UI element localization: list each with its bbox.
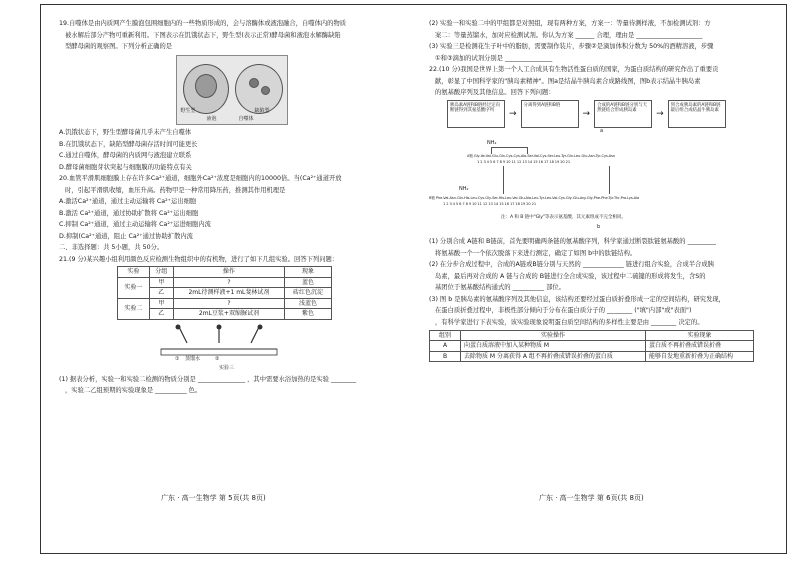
section-2-heading: 二、非选择题：共 5小题，共 50分。	[59, 244, 164, 252]
insulin-sequence-figure	[429, 138, 774, 233]
experiment-3-figure	[159, 323, 279, 365]
answer-blank[interactable]: _____________	[582, 261, 624, 269]
q20-option-b: B.激活 Ca²⁺通道，通过协助扩散将 Ca²⁺运出细胞	[59, 209, 199, 217]
arrow-right-icon: →	[656, 109, 664, 120]
q22-q2-text-b: 链进行组合实验，合成半合成胰	[625, 261, 714, 269]
yeast-figure	[176, 55, 288, 125]
group-cell: 甲	[149, 298, 173, 308]
q22-stem-1: 22.(10 分)我国是世界上第一个人工合成具有生物活性蛋白质的国家，为蛋白质结构的研究作出了重要贡	[429, 66, 719, 74]
q21-q1-line2	[59, 386, 404, 396]
vacuole-image	[195, 74, 217, 98]
dropper-3	[251, 327, 259, 343]
table-header: 分组	[149, 267, 173, 277]
q20-option-c: C.抑制 Ca²⁺通道，通过主动运输将 Ca²⁺运进细胞内流	[59, 221, 211, 229]
q20-stem-2: 时，引起平滑肌收缩，血压升高。药物甲是一种常用降压药，推测其作用机理是	[65, 186, 286, 194]
interchain-bond	[503, 166, 504, 194]
table-header-row	[118, 267, 332, 277]
autophagosome-label: 自噬体	[238, 116, 254, 122]
group-cell: 乙	[149, 288, 173, 298]
q21-q2-text-b: 案二：等量蒸馏水，加对应检测试剂。你认为方案	[435, 31, 574, 39]
q22-q2-line1	[429, 260, 774, 270]
answer-blank[interactable]: __________	[512, 284, 545, 292]
op-cell: 2mL豆浆+双缩脲试剂	[173, 309, 284, 319]
q19-stem-2: 被水解后部分产物可重新利用。下图表示在饥饿状态下，野生型(表示正常)酵母菌和液泡水解酶缺陷	[65, 31, 341, 39]
slide-box	[161, 349, 277, 355]
q19-option-a: A.饥饿状态下，野生型酵母菌几乎未产生自噬体	[59, 129, 192, 136]
answer-blank[interactable]: ______	[575, 31, 595, 39]
right-page	[429, 19, 774, 362]
q21-q3-text-b: ①和③滴加的试剂分别是	[435, 54, 503, 62]
q22-q2-text-a: (2) 在分步合成过程中，合成的A链或B链分别与天然的	[429, 261, 581, 269]
q19-option-c: C.通过自噬体，酵母菌的内质网与液泡建立联系	[59, 152, 192, 160]
fig-mark-1: ①	[175, 355, 180, 362]
table-header: 现象	[285, 267, 332, 277]
q22-q2-line3	[429, 283, 774, 293]
disulfide-bridge	[491, 147, 527, 148]
group-cell: 甲	[149, 277, 173, 287]
flow-step-4: 到合成胰岛素的A链和B链最后组合成结晶牛胰岛素	[668, 100, 726, 128]
disulfide-bond	[527, 147, 528, 154]
table-row	[118, 288, 332, 298]
q22-q3-line2	[429, 306, 774, 316]
vacuole-label: 液泡	[206, 116, 217, 122]
q20-stem-1: 20.血管平滑肌细胞膜上存在许多Ca²⁺通道，细胞外Ca²⁺浓度是细胞内的10000倍。当(Ca²⁺通道开放	[59, 175, 342, 183]
result-cell: 能够自发地重新折叠为正确结构	[646, 351, 754, 361]
q22-stem-2: 献，彰显了中国科学家的"胰岛素精神"。图a是结晶牛胰岛素合成路线图，图b表示结晶牛胰岛素	[435, 77, 701, 85]
q22-q3-text-d: ，有科学家进行下表实验，该实验现象说明蛋白质空间结构的多样性主要是由	[435, 318, 650, 326]
mutant-cell-image	[235, 64, 283, 114]
op-cell: ?	[173, 277, 284, 287]
table-row	[118, 309, 332, 319]
synthesis-flowchart	[447, 100, 774, 128]
answer-blank[interactable]: _______________	[504, 54, 553, 62]
answer-blank[interactable]: ________	[331, 375, 357, 383]
result-cell: 砖红色沉淀	[285, 288, 332, 298]
q19-option-b: B.在饥饿状态下，缺陷型酵母菌存活时间可能更长	[59, 140, 198, 148]
nh2-group-label-b: NH₂	[459, 186, 469, 193]
fig-vessel-label: 蒸馏水	[185, 355, 201, 362]
left-footer: 广东 · 高一生物学 第 5页(共 8页)	[161, 494, 266, 502]
flow-step-2: 分离得到A链和B链	[521, 100, 579, 128]
q21-q3-line2	[429, 54, 774, 64]
table-header: 组别	[430, 330, 461, 340]
q21-q1-text-c: ，实验二乙组预期的实验现象是	[65, 387, 154, 395]
q19-stem-3: 型酵母菌的观察图。下列分析正确的是	[65, 43, 173, 51]
answer-blank[interactable]: _____________________	[636, 31, 703, 39]
q20-option-d: D.抑制(Ca²⁺通道，阻止 Ca²⁺通过协助扩散内流	[59, 232, 193, 240]
q22-q3-text-b: 在蛋白质折叠过程中，非极性部分倾向于分布在蛋白质分子的	[435, 307, 606, 315]
exp1-cell: 实验一	[118, 277, 150, 298]
table-header-row	[430, 330, 754, 340]
table-header: 实验	[118, 267, 150, 277]
chain-a-sequence: A链 Gly-Ile-Val-Glu-Gln-Cys-Cys-Ala-Ser-Val-Cys-Ser-Leu-Tyr-Gln-Leu-Glu-Asn-Tyr-Cys-Asn	[467, 154, 616, 159]
q19-option-d: D.酵母菌细胞芽状突起与细胞膜的功能特点有关	[59, 163, 192, 171]
result-cell: 蓝色	[285, 277, 332, 287]
q22-q3-line3	[429, 318, 774, 328]
op-cell: 去除物质 M 分离获得 A 组不再折叠成错误折叠的蛋白质	[461, 351, 646, 361]
q22-q3-text-e: 决定的。	[678, 318, 704, 326]
q21-q1-text-d: 色。	[188, 387, 202, 395]
interchain-bond	[609, 166, 610, 194]
q22-q3-text-c: ("填"内部"或"表面")	[634, 307, 692, 315]
q22-q3-line1: (3) 图 b 是胰岛素的氨基酸序列及其他信息，该结构还要经过蛋白质折叠形成一定的空间结构，研究发现，	[429, 295, 725, 303]
autophagosome-image-2	[261, 86, 270, 95]
q20-option-a: A.激活Ca²⁺通道，通过主动运输将 Ca²⁺运出细胞	[59, 198, 197, 206]
q22-q1-text-a: (1) 分别合成 A链和 B链前，首先要明确两条链的氨基酸序列，科学家通过断裂肽链氨基酸的	[429, 238, 686, 246]
q21-stem: 21.(9 分)某兴趣小组利用颜色反应检测生物组织中的有机物，进行了如下几组实验。回答下列问题：	[59, 255, 339, 263]
result-cell: 紫色	[285, 309, 332, 319]
exam-sheet	[40, 4, 787, 554]
nh2-group-label: NH₂	[487, 140, 497, 147]
op-cell: 向蛋白质溶液中加入某种物质 M	[461, 341, 646, 351]
chain-b-sequence: B链 Phe-Val-Asn-Gln-His-Leu-Cys-Gly-Ser-His-Leu-Val-Glu-Ala-Leu-Tyr-Leu-Val-Cys-Gly-Glu-Arg-Gly-Phe-Phe-Tyr-Thr-Pro-Lys-Ala	[429, 196, 640, 201]
left-page	[59, 19, 404, 398]
q22-q2-line2: 岛素，最后再对合成的 A 链与合成的 B链进行全合成实验，该过程中二硫键的形成将发生，含S的	[435, 272, 706, 280]
answer-blank[interactable]: ________	[607, 307, 633, 315]
q22-q1-line2: 将氨基酸一个一个依次脱落下来进行测定，确定了如图 b中的肽链结构。	[435, 249, 637, 257]
chain-b-numbers: 1 2 3 4 5 6 7 8 9 10 11 12 13 14 15 16 17 18 19 20 21	[443, 202, 537, 207]
q21-q2-line2	[429, 31, 774, 41]
q22-q2-text-d: 基团位于氨基酸结构通式的	[435, 284, 511, 292]
fig-mark-2: ②	[215, 355, 220, 362]
figure-note: 注：A 和 B 链中"Gly"等表示氨基酸，其元素组成不完全相同。	[501, 215, 626, 221]
q21-q3-line1: (3) 实验三是检测花生子叶中的脂肪，需要制作装片，步骤②是滴加体积分数为 50%的酒精溶液，步骤	[429, 43, 714, 51]
group-cell: B	[430, 351, 461, 361]
mutant-label: 缺陷型	[254, 108, 270, 114]
q21-q2-line1: (2) 实验一和实验二中的甲组都是对照组，现有两种方案，方案一：等量待测样液，不加检测试剂：方	[429, 20, 711, 27]
q22-q1-line1	[429, 237, 774, 247]
chain-a-numbers: 1 2 3 4 5 6 7 8 9 10 11 12 13 14 15 16 17 18 19 20 21	[477, 160, 571, 165]
table-row	[430, 341, 754, 351]
q22-stem-3: 的氨基酸序列及其他信息。回答下列问题：	[435, 89, 555, 97]
arrow-right-icon: →	[582, 109, 591, 120]
disulfide-bond	[491, 147, 492, 154]
fig-caption: 实验三	[218, 364, 234, 371]
q21-q2-text-c: 合理，理由是	[596, 31, 635, 39]
table-row	[118, 298, 332, 308]
dropper-1	[179, 327, 187, 343]
group-cell: A	[430, 341, 461, 351]
answer-blank[interactable]: _______________	[197, 375, 246, 383]
dropper-bulb-2	[217, 324, 222, 329]
q21-q1-line1	[59, 375, 404, 385]
group-cell: 乙	[149, 309, 173, 319]
figure-a-label: a	[599, 128, 604, 135]
answer-blank[interactable]: _________	[687, 238, 716, 246]
table-row	[430, 351, 754, 361]
q21-q1-text-a: (1) 据表分析，实验一和实验二检测的物质分别是	[59, 375, 196, 383]
arrow-right-icon: →	[509, 109, 517, 120]
wildtype-label: 野生型	[180, 108, 196, 114]
autophagosome-image	[249, 78, 259, 88]
result-cell: 浅蓝色	[285, 298, 332, 308]
op-cell: 2mL待测样液+1 mL斐林试剂	[173, 288, 284, 298]
dropper-bulb-1	[176, 324, 181, 329]
q21-table	[117, 266, 332, 319]
answer-blank[interactable]: ________	[651, 318, 677, 326]
table-header: 实验现象	[646, 330, 754, 340]
flow-step-3: 合成的A链和B链分别与天然链结合形成胰岛素	[594, 100, 652, 128]
figure-b-label: b	[597, 224, 601, 231]
table-row	[118, 277, 332, 287]
answer-blank[interactable]: __________	[155, 387, 187, 395]
result-cell: 蛋白质不再折叠成错误折叠	[646, 341, 754, 351]
q22-table	[429, 330, 754, 362]
dropper-bulb-3	[258, 324, 263, 329]
q22-q2-text-e: 部位。	[546, 284, 565, 292]
table-header: 实验操作	[461, 330, 646, 340]
op-cell: ?	[173, 298, 284, 308]
table-header: 操作	[173, 267, 284, 277]
q19-stem-1: 19.自噬体是由内质网产生膜泡包围细胞内的一些物质形成的，会与溶酶体或液泡融合，自噬体内的物质	[59, 20, 347, 27]
flow-step-1: 胰岛素A链和B链经过定向断链得到其氨基酸序列	[447, 100, 505, 128]
right-footer: 广东 · 高一生物学 第 6页(共 8页)	[539, 494, 644, 502]
q21-q1-text-b: ，其中需要水浴加热的是实验	[247, 375, 329, 383]
exp2-cell: 实验二	[118, 298, 150, 319]
